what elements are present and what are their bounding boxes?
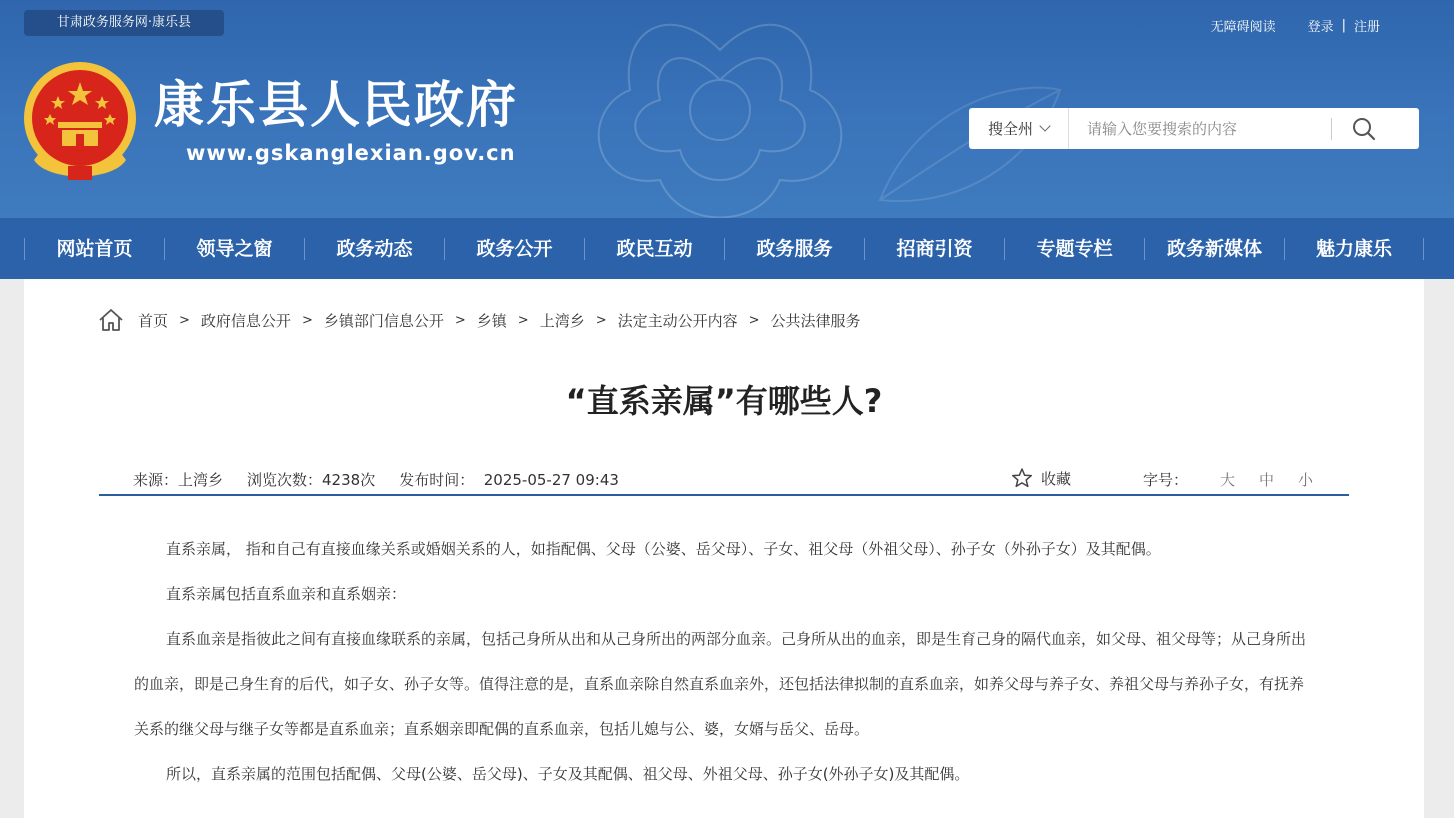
article-paragraph: 所以，直系亲属的范围包括配偶、父母(公婆、岳父母)、子女及其配偶、祖父母、外祖父母、孙子女(外孙子女)及其配偶。 <box>166 765 970 783</box>
site-header <box>0 0 1454 218</box>
font-size-medium[interactable]: 中 <box>1259 471 1275 489</box>
nav-item-home[interactable]: 网站首页 <box>24 238 164 260</box>
nav-item-services[interactable]: 政务服务 <box>724 238 864 260</box>
favorite-label: 收藏 <box>1041 469 1072 488</box>
login-link[interactable]: 登录 <box>1307 19 1334 35</box>
chevron-down-icon <box>1039 120 1050 131</box>
site-title: 康乐县人民政府 <box>154 76 518 134</box>
font-size-control <box>1143 469 1313 490</box>
home-icon[interactable] <box>98 307 124 333</box>
nav-item-news[interactable]: 政务动态 <box>304 238 444 260</box>
main-nav <box>0 218 1454 279</box>
article-title: “直系亲属”有哪些人? <box>565 382 883 420</box>
star-icon <box>1011 467 1033 489</box>
breadcrumb-township-dept[interactable]: 乡镇部门信息公开 <box>323 311 444 330</box>
breadcrumb-legal-service[interactable]: 公共法律服务 <box>770 311 861 330</box>
article-paragraph: 直系亲属， 指和自己有直接血缘关系或婚姻关系的人，如指配偶、父母（公婆、岳父母）、子女、祖父母（外祖父母）、孙子女（外孙子女）及其配偶。 <box>166 540 1161 558</box>
register-link[interactable]: 注册 <box>1353 19 1380 35</box>
breadcrumb-statutory[interactable]: 法定主动公开内容 <box>617 311 738 330</box>
search-scope-label: 搜全州 <box>987 120 1033 138</box>
breadcrumb-separator: > <box>301 312 313 328</box>
breadcrumb-home[interactable]: 首页 <box>138 311 169 330</box>
article-paragraph: 直系亲属包括直系血亲和直系姻亲： <box>166 585 407 603</box>
breadcrumb-separator: > <box>517 312 529 328</box>
font-size-small[interactable]: 小 <box>1298 471 1314 489</box>
article-paragraph: 直系血亲是指彼此之间有直接血缘联系的亲属，包括己身所从出和从己身所出的两部分血亲。己身所从出的血亲，即是生育己身的隔代血亲，如父母、祖父母等；从己身所出的血亲，即是己身生育的后代，如子女、孙子女等。值得注意的是，直系血亲除自然直系血亲外，还包括法律拟制的直系血亲，如养父母与养子女、养祖父母与养孙子女，有抚养关系的继父母与继子女等都是直系血亲；直系姻亲即配偶的直系血亲，包括儿媳与公、婆，女婿与岳父、岳母。 <box>134 630 1307 738</box>
breadcrumb-shangwan[interactable]: 上湾乡 <box>539 311 585 330</box>
nav-item-interaction[interactable]: 政民互动 <box>584 238 724 260</box>
article-body <box>134 527 1314 797</box>
peony-decoration <box>560 0 880 218</box>
site-tag[interactable]: 甘肃政务服务网·康乐县 <box>24 10 224 36</box>
national-emblem-icon <box>22 60 138 184</box>
font-size-large[interactable]: 大 <box>1220 471 1236 489</box>
nav-item-investment[interactable]: 招商引资 <box>864 238 1004 260</box>
search-input[interactable] <box>1069 109 1331 148</box>
article-meta <box>99 463 1349 496</box>
font-size-label: 字号： <box>1143 471 1189 489</box>
search-scope-select[interactable] <box>969 108 1069 149</box>
article-source: 来源：上湾乡 <box>133 471 224 489</box>
accessibility-link[interactable]: 无障碍阅读 <box>1210 19 1276 35</box>
content-panel <box>24 279 1424 818</box>
nav-item-new-media[interactable]: 政务新媒体 <box>1144 238 1284 260</box>
top-links <box>1211 16 1380 34</box>
breadcrumb <box>98 307 861 333</box>
nav-item-topics[interactable]: 专题专栏 <box>1004 238 1144 260</box>
site-url: www.gskanglexian.gov.cn <box>186 141 516 165</box>
breadcrumb-separator: > <box>179 312 190 328</box>
breadcrumb-separator: > <box>595 312 607 328</box>
nav-item-leaders[interactable]: 领导之窗 <box>164 238 304 260</box>
link-separator: | <box>1341 17 1346 33</box>
breadcrumb-separator: > <box>748 312 760 328</box>
search-button[interactable] <box>1332 108 1396 149</box>
favorite-button[interactable] <box>1011 467 1071 489</box>
search-icon <box>1352 117 1376 141</box>
nav-item-disclosure[interactable]: 政务公开 <box>444 238 584 260</box>
breadcrumb-separator: > <box>454 312 466 328</box>
breadcrumb-township[interactable]: 乡镇 <box>476 311 507 330</box>
article-published: 发布时间： 2025-05-27 09:43 <box>399 471 619 489</box>
nav-item-charm[interactable]: 魅力康乐 <box>1284 238 1424 260</box>
search-box <box>969 108 1419 149</box>
article-views: 浏览次数：4238次 <box>247 471 376 489</box>
breadcrumb-gov-info[interactable]: 政府信息公开 <box>200 311 291 330</box>
